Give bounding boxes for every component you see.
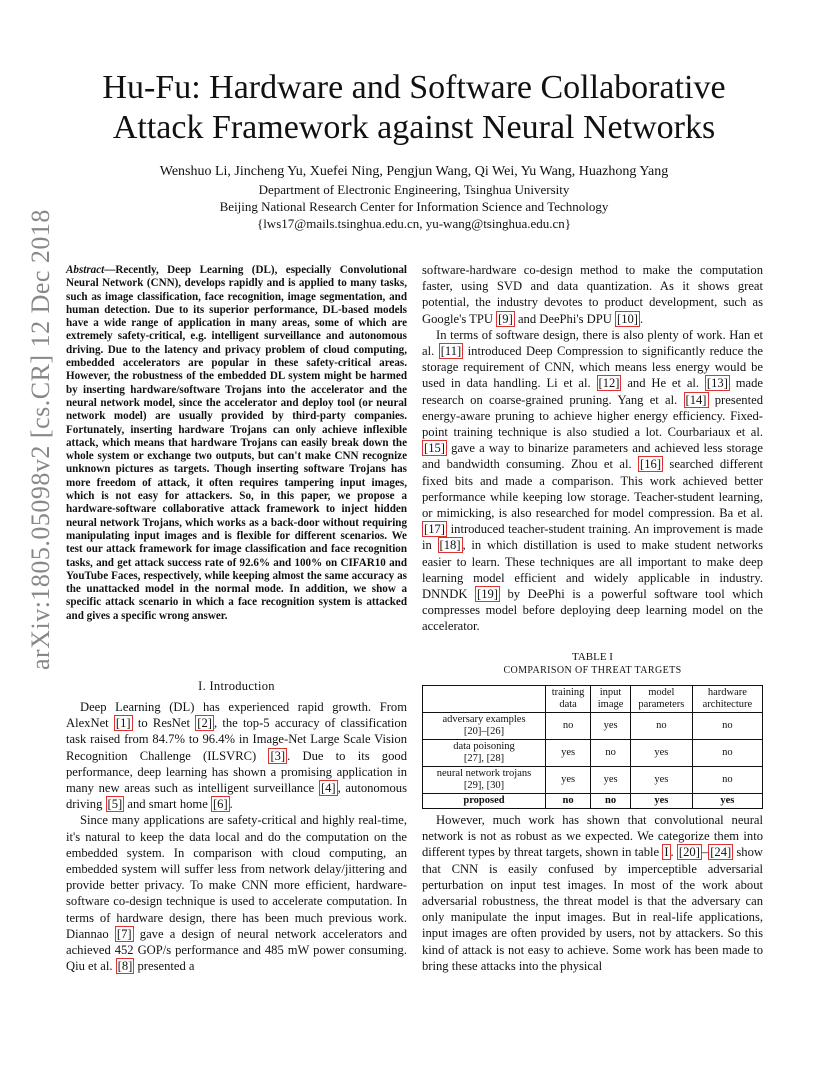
right-column-body-bottom: [422, 812, 763, 974]
citation-link[interactable]: [15]: [424, 441, 445, 456]
table-cell: no: [692, 740, 762, 767]
threat-comparison-table: [422, 685, 763, 809]
citation-link[interactable]: [10]: [617, 311, 638, 326]
table-row: [423, 713, 763, 740]
affiliation-dept: Department of Electronic Engineering, Tsinghua University: [258, 182, 570, 197]
table-header-row: [423, 686, 763, 713]
abstract-label: Abstract: [66, 264, 105, 276]
citation-link[interactable]: [14]: [685, 392, 707, 407]
header-model-parameters: model parameters: [630, 686, 692, 713]
header-input-image: input image: [591, 686, 631, 713]
citation-link[interactable]: [18]: [439, 538, 461, 553]
header-training-data: training data: [546, 686, 591, 713]
intro-paragraph-3: software-hardware co-design method to make the computation faster, using SVD and data quantization. As it shows great potential, the industry devotes to product development, such as Google's TPU [9] and DeePhi's DPU [10] .: [422, 263, 763, 326]
header-empty: [423, 686, 546, 713]
intro-paragraph-1: Deep Learning (DL) has experienced rapid growth. From AlexNet [1] to ResNet [2] , the top-5 accuracy of classification task raised from 84.7% to 96.4% in Image-Net Large Scale Vision Recognition Challenge (ILSVRC) [3] . Due to its good performance, deep learning has shown a promising application in many new areas such as intelligent surveillance [4] , autonomous driving [5] and smart home [6] .: [66, 700, 408, 812]
table-cell: no: [692, 713, 762, 740]
table-cell: no: [591, 794, 631, 809]
citation-link[interactable]: [9]: [498, 311, 513, 326]
table-title: [422, 650, 763, 678]
header-hardware-architecture: hardware architecture: [692, 686, 762, 713]
citation-link[interactable]: I: [664, 845, 669, 860]
table-cell: yes: [591, 713, 631, 740]
citation-link[interactable]: [6]: [212, 797, 228, 812]
title-line-2: Attack Framework against Neural Networks: [112, 109, 716, 146]
abstract-text: —Recently, Deep Learning (DL), especially Convolutional Neural Network (CNN), develops rapidly and is applied to many tasks, such as image classification, face recognition, image segmentation, and human detection. Due to its superior performance, DL-based models have a wide range of application in many areas, some of which are extremely safety-critical, e.g. intelligent surveillance and autonomous driving. Due to the latency and privacy problem of cloud computing, embedded accelerators are popular in these safety-critical areas. However, the robustness of the embedded DL system might be harmed by inserting hardware/software Trojans into the accelerator and the neural network model, since the accelerator and deploy tool (or neural network model) are usually provided by third-party companies. Fortunately, inserting hardware Trojans can only achieve inflexible attack, which means that hardware Trojans can easily break down the whole system or exchange two outputs, but can't make CNN recognize unknown pictures as targets. Though inserting software Trojans has more freedom of attack, it often requires tampering input images, which is not easy for attackers. So, in this paper, we propose a hardware-software collaborative attack framework to inject hidden neural network Trojans, which works as a back-door without requiring manipulating input images and is flexible for different scenarios. We test our attack framework for image classification and face recognition tasks, and get attack success rate of 92.6% and 100% on CIFAR10 and YouTube Faces, respectively, while keeping almost the same accuracy as the unattacked model in the normal mode. In addition, we show a specific attack scenario in which a face recognition system is attacked and gives a specific wrong answer.: [66, 264, 407, 622]
author-emails: {lws17@mails.tsinghua.edu.cn, yu-wang@tsinghua.edu.cn}: [256, 216, 572, 231]
arxiv-identifier: arXiv:1805.05098v2 [cs.CR] 12 Dec 2018: [26, 209, 55, 670]
table-cell: yes: [591, 767, 631, 794]
citation-link[interactable]: [2]: [197, 716, 212, 731]
table-cell: no: [630, 713, 692, 740]
row-name: neural network trojans: [436, 768, 532, 779]
intro-paragraph-2: Since many applications are safety-critical and highly real-time, it's natural to keep the data local and do the computation on the embedded system. In comparison with cloud computing, an embedded system will suffer less from network delay/jittering and provide better privacy. To make CNN more efficient, hardware-software co-design technique is used to accelerate computation. In terms of hardware design, there has been much previous work. Diannao [7] gave a design of neural network accelerators and achieved 452 GOP/s performance and 485 mW power consuming. Qiu et al. [8] presented a: [66, 813, 407, 974]
table-cell: yes: [630, 794, 692, 809]
row-name: data poisoning: [453, 741, 515, 752]
table-cell: yes: [630, 740, 692, 767]
citation-link[interactable]: [11]: [440, 344, 462, 359]
row-refs: [20]–[26]: [463, 726, 505, 737]
table-cell: no: [692, 767, 762, 794]
citation-link[interactable]: [8]: [117, 959, 133, 974]
row-label: [423, 767, 546, 794]
intro-paragraph-4: In terms of software design, there is also plenty of work. Han et al. [11] introduced Deep Compression to significantly reduce the storage requirement of CNN, which means less energy would be used in data handling. Li et al. [12] and He et al. [13] made research on coarse-grained pruning. Yang et al. [14] presented energy-aware pruning to achieve higher energy efficiency. Fixed-point training technique is also studied a lot. Courbariaux et al. [15] gave a way to binarize parameters and achieved less storage and bandwidth consuming. Zhou et al. [16] searched different fixed bits and made a comparison. This work achieved better performance while keeping low storage. Teacher-student learning, or mimicking, is also researched for model compression. Ba et al. [17] introduced teacher-student training. An improvement is made in [18] , in which distillation is used to make student networks easier to learn. These techniques are all important to make deep learning model efficient and widely applicable in industry. DNNDK [19] by DeePhi is a powerful software tool which compresses model before deploying deep learning model on the accelerator.: [422, 327, 764, 634]
table-cell: no: [591, 740, 631, 767]
citation-link[interactable]: [19]: [477, 587, 498, 602]
section-heading-introduction: I. Introduction: [198, 679, 275, 693]
table-caption: COMPARISON OF THREAT TARGETS: [503, 665, 682, 676]
affiliation-center: Beijing National Research Center for Information Science and Technology: [219, 199, 609, 214]
citation-link[interactable]: [7]: [116, 926, 132, 941]
table-cell: yes: [546, 740, 591, 767]
table-cell: yes: [692, 794, 762, 809]
citation-link[interactable]: [5]: [107, 797, 123, 812]
abstract: [66, 264, 407, 623]
table-cell: yes: [546, 767, 591, 794]
table-row-proposed: [423, 794, 763, 809]
row-refs: [29], [30]: [463, 780, 505, 791]
table-cell: yes: [630, 767, 692, 794]
row-refs: [27], [28]: [463, 753, 505, 764]
citation-link[interactable]: [3]: [270, 748, 286, 763]
citation-link[interactable]: [4]: [320, 781, 336, 796]
citation-link[interactable]: [24]: [710, 845, 732, 860]
citation-link[interactable]: [17]: [424, 522, 445, 537]
intro-paragraph-5: However, much work has shown that convolutional neural network is not as robust as we expected. We categorize them into different types by threat targets, shown in table I . [20] – [24] show that CNN is easily confused by imperceptible adversarial perturbation on input test images. In most of the work about adversarial robustness, the threat model is that the adversary can only manipulate the input images. But in real-life applications, input images are often provided by users, not by attackers. So this kind of attack is not easy to achieve. Some work has been made to bring these attacks into the physical: [422, 813, 763, 973]
paper-title: [0, 68, 828, 148]
table-row: [423, 767, 763, 794]
citation-link[interactable]: [12]: [598, 376, 620, 391]
row-label: [423, 713, 546, 740]
table-label: TABLE I: [572, 651, 613, 663]
table-cell: no: [546, 713, 591, 740]
citation-link[interactable]: [16]: [640, 457, 662, 472]
table-cell: no: [546, 794, 591, 809]
right-column-body-top: [422, 262, 763, 635]
row-name: adversary examples: [442, 714, 526, 725]
citation-link[interactable]: [1]: [115, 716, 131, 731]
table-row: [423, 740, 763, 767]
citation-link[interactable]: [13]: [706, 376, 728, 391]
left-column-body: [66, 699, 407, 974]
title-line-1: Hu-Fu: Hardware and Software Collaborative: [102, 69, 726, 106]
row-label: [423, 740, 546, 767]
author-list: Wenshuo Li, Jincheng Yu, Xuefei Ning, Pengjun Wang, Qi Wei, Yu Wang, Huazhong Yang: [159, 164, 669, 179]
citation-link[interactable]: [20]: [678, 845, 700, 860]
row-label: proposed: [423, 794, 546, 809]
